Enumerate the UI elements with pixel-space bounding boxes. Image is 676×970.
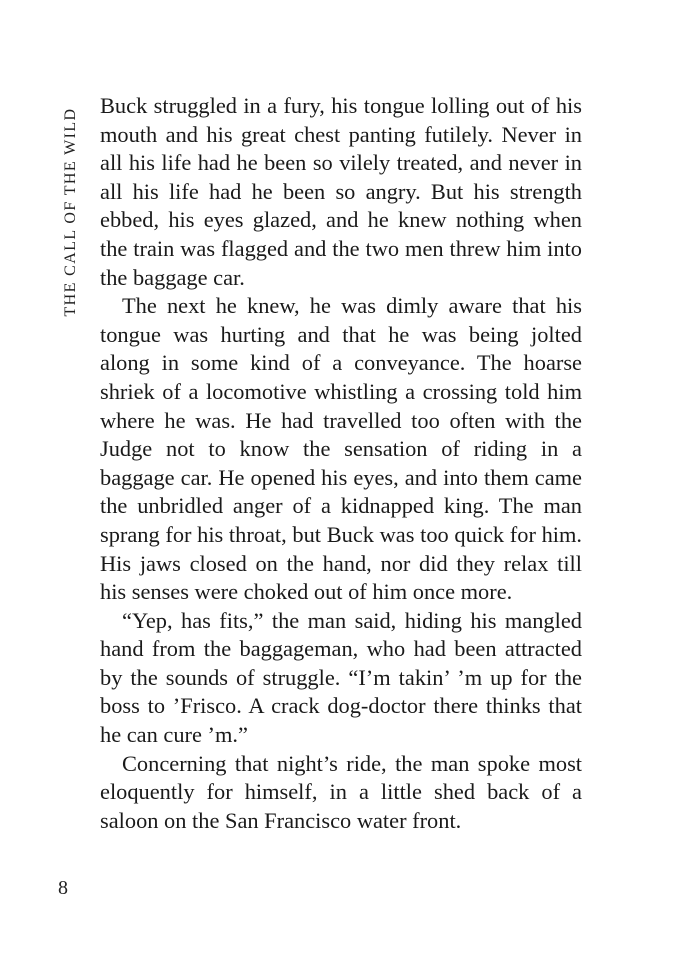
paragraph-4: Concerning that night’s ride, the man spoke most eloquently for himself, in a little shed back of a saloon on the San Francisco water front. (100, 750, 582, 833)
running-head-title: THE CALL OF THE WILD (62, 107, 79, 317)
page-number: 8 (58, 877, 68, 899)
paragraph-3: “Yep, has fits,” the man said, hiding his mangled hand from the baggageman, who had been attracted by the sounds of struggle. “I’m takin’ ’m up for the boss to ’Frisco. A crack dog-doctor there thinks that he can cure ’m.” (100, 607, 582, 748)
paragraph-2: The next he knew, he was dimly aware that his tongue was hurting and that he was being jolted along in some kind of a conveyance. The hoarse shriek of a locomotive whistling a crossing told him where he was. He had travelled too often with the Judge not to know the sensation of riding in a baggage car. He opened his eyes, and into them came the unbridled anger of a kidnapped king. The man sprang for his throat, but Buck was too quick for him. His jaws closed on the hand, nor did they relax till his senses were choked out of him once more. (100, 293, 582, 605)
body-text (100, 92, 582, 835)
paragraph-1: Buck struggled in a fury, his tongue lolling out of his mouth and his great chest panting futilely. Never in all his life had he been so vilely treated, and never in all his life had he been so angry. But his strength ebbed, his eyes glazed, and he knew nothing when the train was flagged and the two men threw him into the baggage car. (100, 93, 582, 290)
